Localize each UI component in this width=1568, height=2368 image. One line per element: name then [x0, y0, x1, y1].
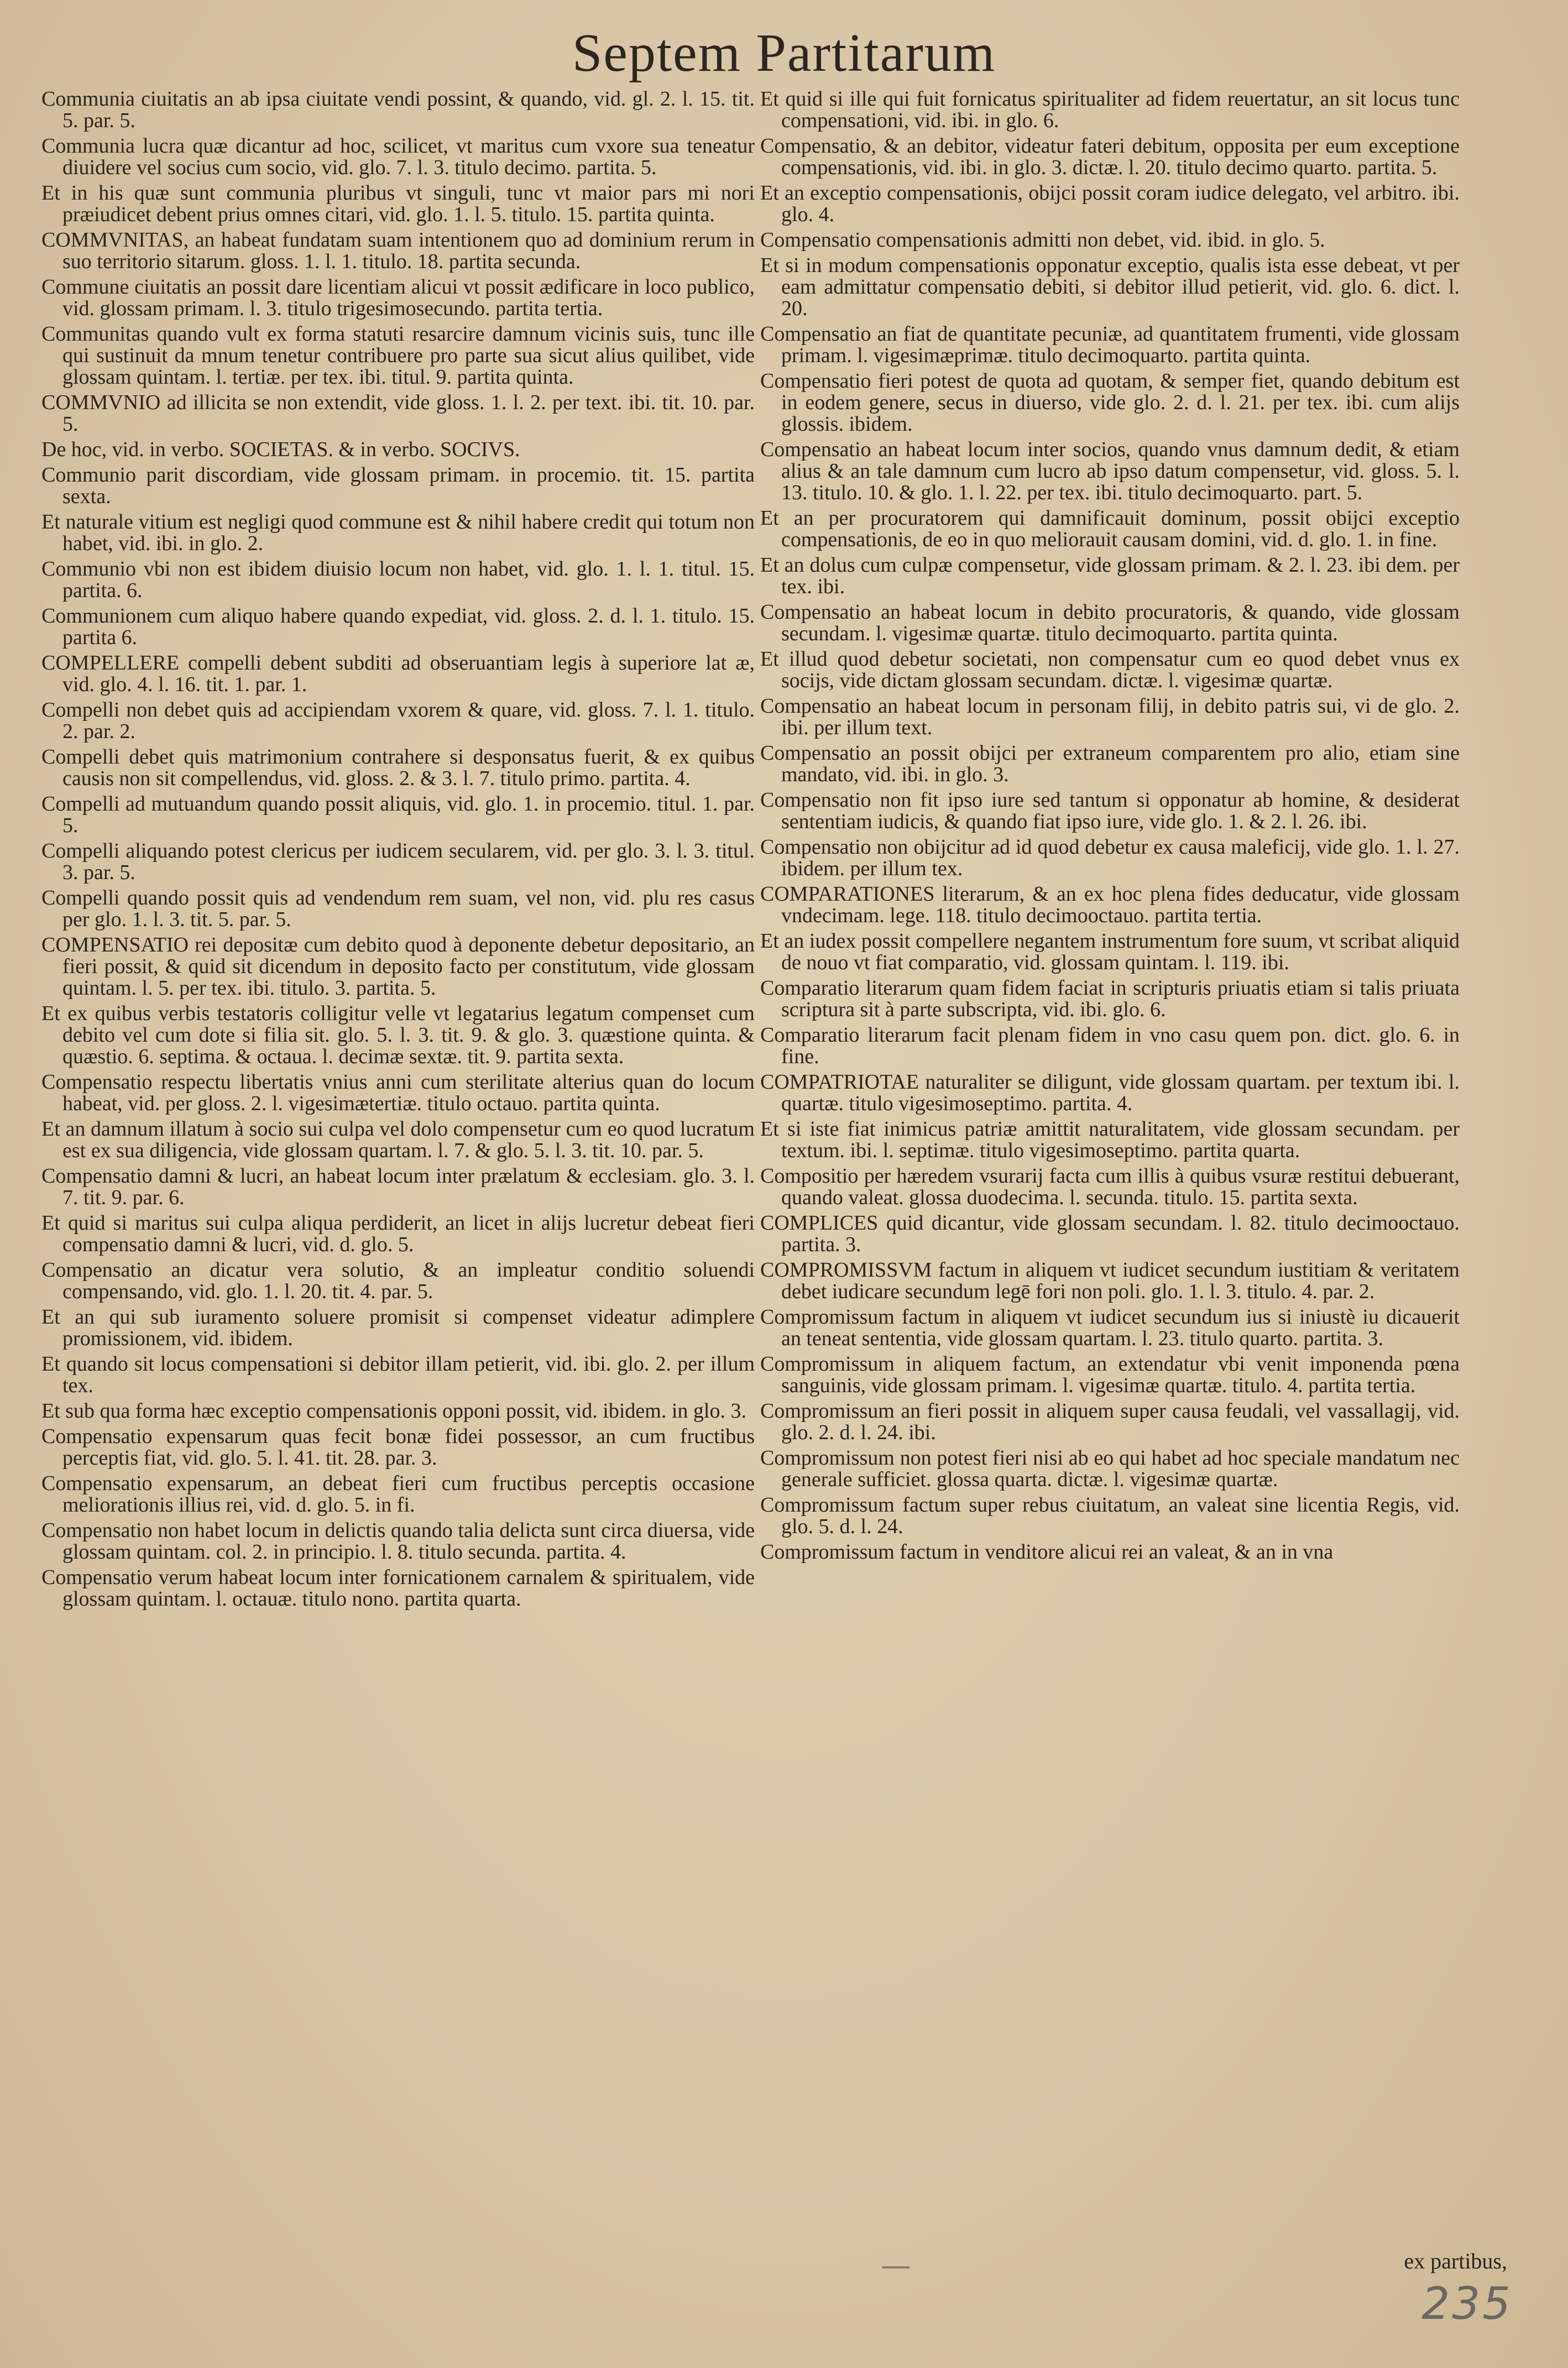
index-entry: Communio vbi non est ibidem diuisio locum non habet, vid. glo. 1. l. 1. titul. 15. partita. 6. — [41, 557, 755, 602]
index-entry: Compromissum factum in aliquem vt iudicet secundum ius si iniustè iu dicauerit an teneat sententia, vide glossam quartam. l. 23. titulo quarto. partita. 3. — [760, 1305, 1460, 1350]
index-entry: Et an dolus cum culpæ compensetur, vide glossam primam. & 2. l. 23. ibi dem. per tex. ibi. — [760, 553, 1460, 598]
catchword: ex partibus, — [1404, 2249, 1507, 2273]
index-entry: Compromissum in aliquem factum, an extendatur vbi venit imponenda pœna sanguinis, vide glossam primam. l. vigesimæ quartæ. titulo. 4. partita tertia. — [760, 1352, 1460, 1397]
index-entry: Compensatio expensarum quas fecit bonæ fidei possessor, an cum fructibus perceptis fiat, vid. glo. 5. l. 41. tit. 28. par. 3. — [41, 1425, 755, 1470]
index-entry: COMMVNIO ad illicita se non extendit, vide gloss. 1. l. 2. per text. ibi. tit. 10. par. 5. — [41, 391, 755, 436]
index-entry: Compromissum factum in venditore alicui rei an valeat, & an in vna — [760, 1540, 1334, 1564]
index-entry: Compensatio an fiat de quantitate pecuniæ, ad quantitatem frumenti, vide glossam primam. l. vigesimæprimæ. titulo decimoquarto. partita quinta. — [760, 322, 1460, 367]
index-entry: Comparatio literarum facit plenam fidem in vno casu quem pon. dict. glo. 6. in fine. — [760, 1023, 1460, 1068]
index-entry: Compensatio respectu libertatis vnius anni cum sterilitate alterius quan do locum habeat, vid. per gloss. 2. l. vigesimætertiæ. titulo octauo. partita quinta. — [41, 1070, 755, 1115]
index-entry: COMPROMISSVM factum in aliquem vt iudicet secundum iustitiam & veritatem debet iudicare secundum legē fori non poli. glo. 1. l. 3. titulo. 4. par. 2. — [760, 1258, 1460, 1303]
index-entry: Communitas quando vult ex forma statuti resarcire damnum vicinis suis, tunc ille qui sustinuit da mnum tenetur contribuere pro parte sua sicut alius quilibet, vide glossam quintam. l. tertiæ. per tex. ibi. titul. 9. partita quinta. — [41, 322, 755, 389]
index-entry: Et illud quod debetur societati, non compensatur cum eo quod debet vnus ex socijs, vide dictam glossam secundam. dictæ. l. vigesimæ quartæ. — [760, 647, 1460, 692]
index-entry: Compensatio non habet locum in delictis quando talia delicta sunt circa diuersa, vide glossam quintam. col. 2. in principio. l. 8. titulo secunda. partita. 4. — [41, 1519, 755, 1564]
index-entry: Compelli debet quis matrimonium contrahere si desponsatus fuerit, & ex quibus causis non sit compellendus, vid. gloss. 2. & 3. l. 7. titulo primo. partita. 4. — [41, 745, 755, 790]
index-entry: Compromissum factum super rebus ciuitatum, an valeat sine licentia Regis, vid. glo. 5. d. l. 24. — [760, 1493, 1460, 1538]
index-entry: Et sub qua forma hæc exceptio compensationis opponi possit, vid. ibidem. in glo. 3. — [41, 1399, 746, 1423]
index-entry: Compelli ad mutuandum quando possit aliquis, vid. glo. 1. in procemio. titul. 1. par. 5. — [41, 792, 755, 837]
folio-number: 235 — [1421, 2278, 1513, 2329]
index-entry: Compensatio an habeat locum in debito procuratoris, & quando, vide glossam secundam. l. vigesimæ quartæ. titulo decimoquarto. partita quinta. — [760, 600, 1460, 645]
index-entry: Compensatio an possit obijci per extraneum comparentem pro alio, etiam sine mandato, vid. ibi. in glo. 3. — [760, 741, 1460, 786]
index-entry: Et naturale vitium est negligi quod commune est & nihil habere credit qui totum non habet, vid. ibi. in glo. 2. — [41, 510, 755, 555]
index-entry: Communia lucra quæ dicantur ad hoc, scilicet, vt maritus cum vxore sua teneatur diuidere vel socius cum socio, vid. glo. 7. l. 3. titulo decimo. partita. 5. — [41, 134, 755, 179]
index-entry: Et an qui sub iuramento soluere promisit si compenset videatur adimplere promissionem, vid. ibidem. — [41, 1305, 755, 1350]
index-entry: Communia ciuitatis an ab ipsa ciuitate vendi possint, & quando, vid. gl. 2. l. 15. tit. 5. par. 5. — [41, 88, 755, 132]
index-entry: Et ex quibus verbis testatoris colligitur velle vt legatarius legatum compenset cum debito vel cum dote si filia sit. glo. 5. l. 3. tit. 9. & glo. 3. quæstione quinta. & quæstio. 6. septima. & octaua. l. decimæ sextæ. tit. 9. partita sexta. — [41, 1002, 755, 1068]
index-entry: Et an exceptio compensationis, obijci possit coram iudice delegato, vel arbitro. ibi. glo. 4. — [760, 181, 1460, 226]
index-entry: Compensatio an habeat locum inter socios, quando vnus damnum dedit, & etiam alius & an tale damnum cum lucro ab ipso datum compensetur, vid. gloss. 5. l. 13. titulo. 10. & glo. 1. l. 22. per tex. ibi. titulo decimoquarto. part. 5. — [760, 438, 1460, 504]
index-entry: COMPATRIOTAE naturaliter se diligunt, vide glossam quartam. per textum ibi. l. quartæ. titulo vigesimoseptimo. partita. 4. — [760, 1070, 1460, 1115]
index-entry: Communionem cum aliquo habere quando expediat, vid. gloss. 2. d. l. 1. titulo. 15. partita 6. — [41, 604, 755, 649]
index-entry: De hoc, vid. in verbo. SOCIETAS. & in verbo. SOCIVS. — [41, 438, 520, 461]
index-entry: Commune ciuitatis an possit dare licentiam alicui vt possit ædificare in loco publico, vid. glossam primam. l. 3. titulo trigesimosecundo. partita tertia. — [41, 275, 755, 320]
index-entry: Compensatio non fit ipso iure sed tantum si opponatur ab homine, & desiderat sententiam iudicis, & quando fiat ipso iure, vide glo. 1. & 2. l. 26. ibi. — [760, 788, 1460, 833]
index-entry: Et an damnum illatum à socio sui culpa vel dolo compensetur cum eo quod lucratum est ex sua diligencia, vide glossam quartam. l. 7. & glo. 5. l. 3. tit. 10. par. 5. — [41, 1117, 755, 1162]
index-entry: Et si iste fiat inimicus patriæ amittit naturalitatem, vide glossam secundam. per textum. ibi. l. septimæ. titulo vigesimoseptimo. partita quarta. — [760, 1117, 1460, 1162]
index-entry: Et an iudex possit compellere negantem instrumentum fore suum, vt scribat aliquid de nouo vt fiat comparatio, vid. glossam quintam. l. 119. ibi. — [760, 929, 1460, 974]
index-entry: Et quando sit locus compensationi si debitor illam petierit, vid. ibi. glo. 2. per illum tex. — [41, 1352, 755, 1397]
running-head: Septem Partitarum — [572, 23, 996, 83]
index-entry: COMPLICES quid dicantur, vide glossam secundam. l. 82. titulo decimooctauo. partita. 3. — [760, 1211, 1460, 1256]
index-entry: Compensatio expensarum, an debeat fieri cum fructibus perceptis occasione meliorationis illius rei, vid. d. glo. 5. in fi. — [41, 1472, 755, 1517]
index-entry: Et an per procuratorem qui damnificauit dominum, possit obijci exceptio compensationis, de eo in quo meliorauit causam domini, vid. d. glo. 1. in fine. — [760, 506, 1460, 551]
index-entry: COMPARATIONES literarum, & an ex hoc plena fides deducatur, vide glossam vndecimam. lege. 118. titulo decimooctauo. partita tertia. — [760, 882, 1460, 927]
right-column — [760, 88, 1460, 2257]
index-entry: Compensatio damni & lucri, an habeat locum inter prælatum & ecclesiam. glo. 3. l. 7. tit. 9. par. 6. — [41, 1164, 755, 1209]
index-entry: COMMVNITAS, an habeat fundatam suam intentionem quo ad dominium rerum in suo territorio sitarum. gloss. 1. l. 1. titulo. 18. partita secunda. — [41, 228, 755, 273]
index-entry: Comparatio literarum quam fidem faciat in scripturis priuatis etiam si talis priuata scriptura sit à parte subscripta, vid. ibi. glo. 6. — [760, 976, 1460, 1021]
index-entry: Compelli quando possit quis ad vendendum rem suam, vel non, vid. plu res casus per glo. 1. l. 3. tit. 5. par. 5. — [41, 886, 755, 931]
index-entry: Compensatio an habeat locum in personam filij, in debito patris sui, vi de glo. 2. ibi. per illum text. — [760, 694, 1460, 739]
index-entry: Compromissum non potest fieri nisi ab eo qui habet ad hoc speciale mandatum nec generale sufficiet. glossa quarta. dictæ. l. vigesimæ quartæ. — [760, 1446, 1460, 1491]
index-entry: Compensatio, & an debitor, videatur fateri debitum, opposita per eum exceptione compensationis, vid. ibi. in glo. 3. dictæ. l. 20. titulo decimo quarto. partita. 5. — [760, 134, 1460, 179]
index-entry: Et quid si maritus sui culpa aliqua perdiderit, an licet in alijs lucretur debeat fieri compensatio damni & lucri, vid. d. glo. 5. — [41, 1211, 755, 1256]
index-entry: Compelli non debet quis ad accipiendam vxorem & quare, vid. gloss. 7. l. 1. titulo. 2. par. 2. — [41, 698, 755, 743]
index-entry: Et si in modum compensationis opponatur exceptio, qualis ista esse debeat, vt per eam admittatur compensatio debiti, si debitor illud petierit, vid. glo. 6. dict. l. 20. — [760, 254, 1460, 320]
index-entry: Compensatio non obijcitur ad id quod debetur ex causa maleficij, vide glo. 1. l. 27. ibidem. per illum tex. — [760, 835, 1460, 880]
index-entry: Et quid si ille qui fuit fornicatus spiritualiter ad fidem reuertatur, an sit locus tunc compensationi, vid. ibi. in glo. 6. — [760, 88, 1460, 132]
index-entry: Compelli aliquando potest clericus per iudicem secularem, vid. per glo. 3. l. 3. titul. 3. par. 5. — [41, 839, 755, 884]
index-entry: Compensatio compensationis admitti non debet, vid. ibid. in glo. 5. — [760, 228, 1325, 252]
index-entry: Compositio per hæredem vsurarij facta cum illis à quibus vsuræ restitui debuerant, quando valeat. glossa duodecima. l. secunda. titulo. 15. partita sexta. — [760, 1164, 1460, 1209]
index-entry: COMPENSATIO rei depositæ cum debito quod à deponente debetur depositario, an fieri possit, & quid sit dicendum in deposito facto per constitutum, vide glossam quintam. l. 5. per tex. ibi. titulo. 3. partita. 5. — [41, 933, 755, 1000]
index-entry: Compensatio verum habeat locum inter fornicationem carnalem & spiritualem, vide glossam quintam. l. octauæ. titulo nono. partita quarta. — [41, 1566, 755, 1611]
index-entry: Compensatio an dicatur vera solutio, & an impleatur conditio soluendi compensando, vid. glo. 1. l. 20. tit. 4. par. 5. — [41, 1258, 755, 1303]
left-column — [41, 88, 755, 2257]
bottom-ornament — [882, 2266, 910, 2268]
index-entry: Compromissum an fieri possit in aliquem super causa feudali, vel vassallagij, vid. glo. 2. d. l. 24. ibi. — [760, 1399, 1460, 1444]
index-entry: COMPELLERE compelli debent subditi ad obseruantiam legis à superiore lat æ, vid. glo. 4. l. 16. tit. 1. par. 1. — [41, 651, 755, 696]
index-entry: Compensatio fieri potest de quota ad quotam, & semper fiet, quando debitum est in eodem genere, secus in diuerso, vide glo. 2. d. l. 21. per tex. ibi. cum alijs glossis. ibidem. — [760, 369, 1460, 436]
index-entry: Et in his quæ sunt communia pluribus vt singuli, tunc vt maior pars mi nori præiudicet debent prius omnes citari, vid. glo. 1. l. 5. titulo. 15. partita quinta. — [41, 181, 755, 226]
index-entry: Communio parit discordiam, vide glossam primam. in procemio. tit. 15. partita sexta. — [41, 463, 755, 508]
